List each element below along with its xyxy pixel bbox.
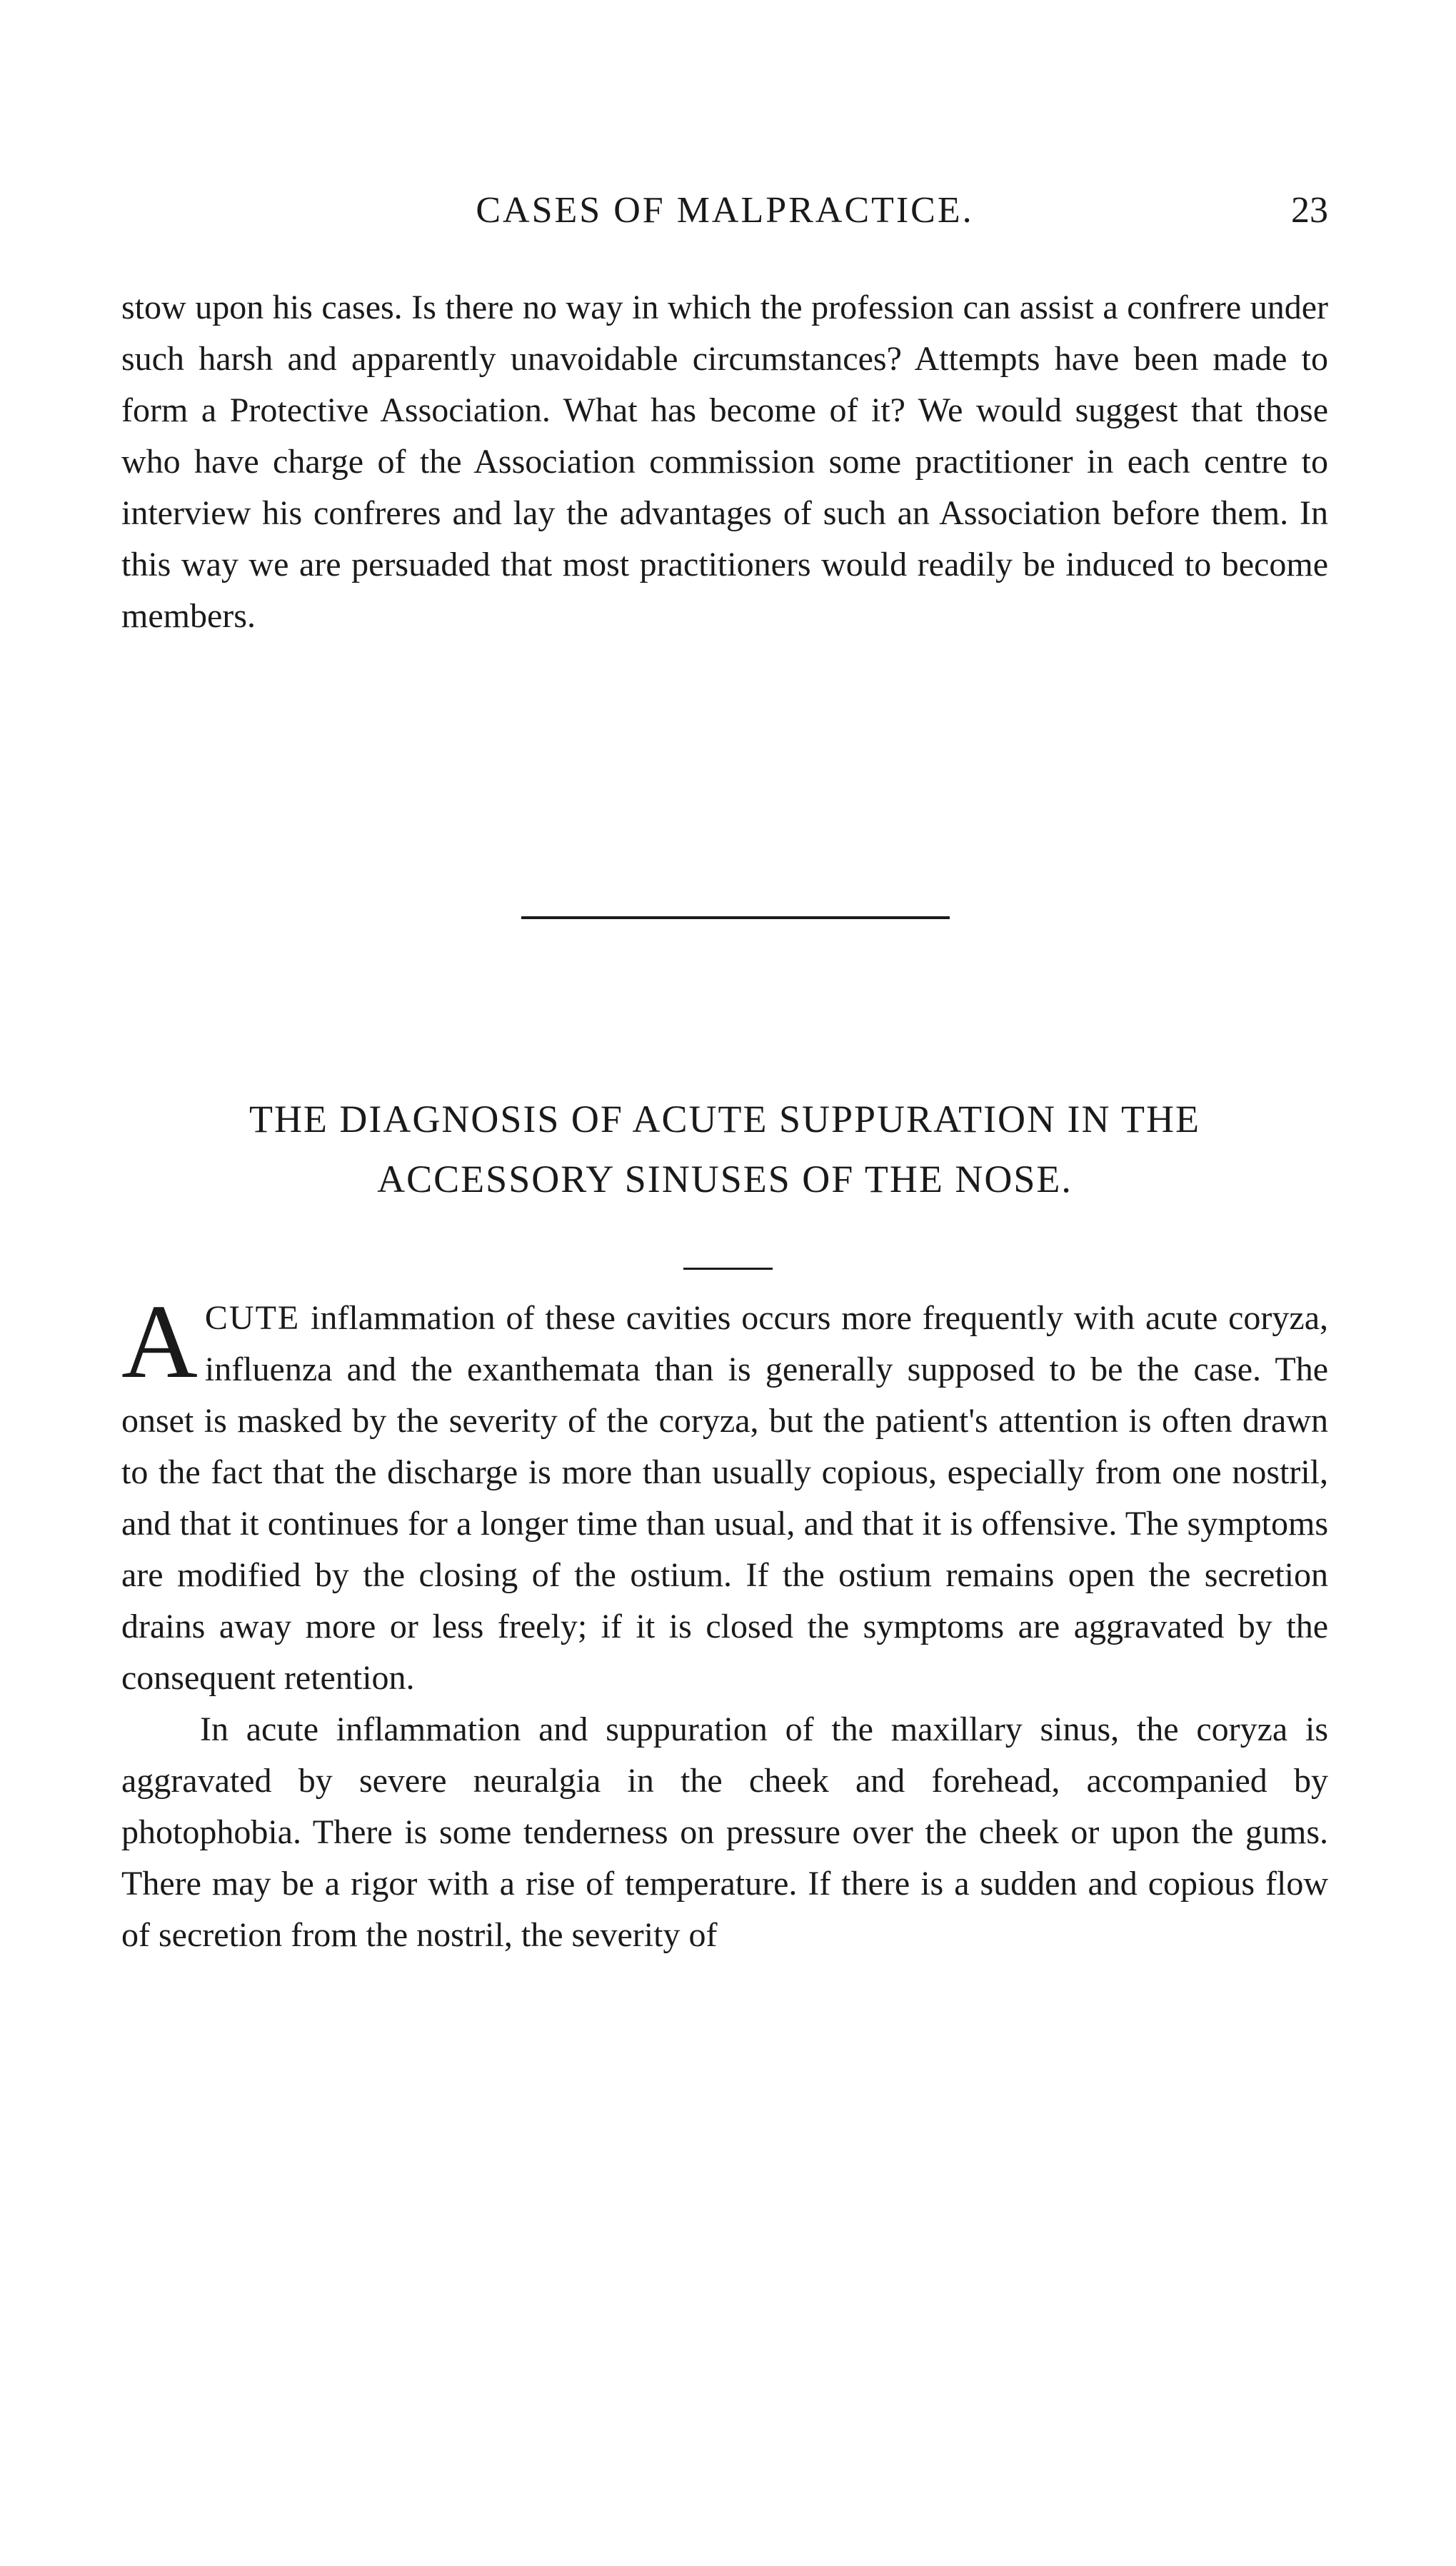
drop-cap: A	[121, 1283, 198, 1400]
article-title	[121, 1089, 1328, 1209]
title-underline-rule	[683, 1268, 773, 1270]
page-number: 23	[1291, 190, 1328, 231]
lead-caps: CUTE	[204, 1299, 301, 1337]
section-divider-rule	[521, 916, 950, 919]
article-title-line-1: THE DIAGNOSIS OF ACUTE SUPPURATION IN THE	[248, 1098, 1201, 1141]
article-paragraph-1	[121, 1283, 1328, 1704]
article-title-line-2: ACCESSORY SINUSES OF THE NOSE.	[377, 1158, 1073, 1201]
running-head	[121, 182, 1328, 239]
paragraph-1-text: inflammation of these cavities occurs more frequently with acute coryza, influenza and the exanthemata than is generally supposed to be the case. The onset is masked by the severity of the coryza, but the patient's attention is often drawn to the fact that the discharge is more than usually copious, especially from one nostril, and that it continues for a longer time than usual, and that it is offensive. The symptoms are modified by the closing of the ostium. If the ostium remains open the secretion drains away more or less freely; if it is closed the symptoms are aggravated by the consequent retention.	[121, 1299, 1328, 1697]
running-title: CASES OF MALPRACTICE.	[476, 190, 974, 231]
intro-paragraph: stow upon his cases. Is there no way in which the profession can assist a confrere under such harsh and apparently unavoidable circumstances? Attempts have been made to form a Protective Association. What has become of it? We would suggest that those who have charge of the Association commission some practitioner in each centre to interview his confreres and lay the advantages of such an Association before them. In this way we are persuaded that most practitioners would readily be induced to become members.	[121, 289, 1328, 635]
article-paragraph-2: In acute inflammation and suppuration of the maxillary sinus, the coryza is aggravated by severe neuralgia in the cheek and forehead, accompanied by photophobia. There is some tenderness on pressure over the cheek or upon the gums. There may be a rigor with a rise of temperature. If there is a sudden and copious flow of secretion from the nostril, the severity of	[121, 1710, 1328, 1954]
article-body	[121, 1283, 1328, 1961]
